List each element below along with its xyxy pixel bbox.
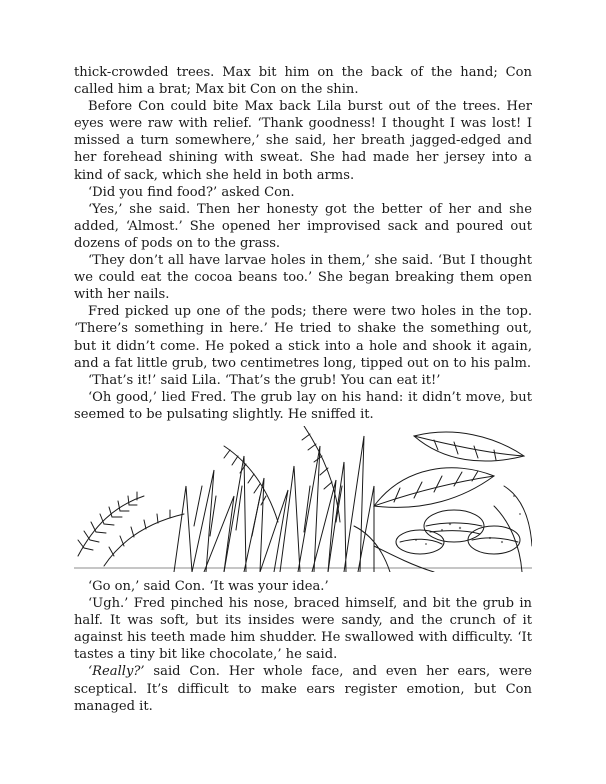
plants-drawing <box>74 426 532 572</box>
paragraph: ‘Did you find food?’ asked Con. <box>88 184 295 200</box>
text-block-bottom <box>74 578 532 715</box>
paragraph: ‘Go on,’ said Con. ‘It was your idea.’ <box>88 579 329 594</box>
paragraph-text: said Con. Her whole face, and even her ears, were sceptical. It’s difficult to make ears register emotion, but Con managed it. <box>74 664 532 714</box>
paragraph: Fred picked up one of the pods; there were two holes in the top. ‘There’s something in here.’ He tried to shake the something out, but it didn’t come. He poked a stick into a hole and shook it again, and a fat little grub, two centimetres long, tipped out on to his palm. <box>74 304 532 371</box>
paragraph: ‘That’s it!’ said Lila. ‘That’s the grub! You can eat it!’ <box>88 372 441 388</box>
paragraph <box>74 663 532 714</box>
italic-emphasis: ‘Really?’ <box>88 664 145 680</box>
paragraph: ‘They don’t all have larvae holes in them,’ she said. ‘But I thought we could eat the cocoa beans too.’ She began breaking them open with her nails. <box>74 253 532 303</box>
paragraph: Before Con could bite Max back Lila burst out of the trees. Her eyes were raw with relief. ‘Thank goodness! I thought I was lost! I missed a turn somewhere,’ she said, her breath jagged-edged and her forehead shining with sweat. She had made her jersey into a kind of sack, which she held in both arms. <box>74 99 532 183</box>
paragraph: thick-crowded trees. Max bit him on the back of the hand; Con called him a brat; Max bit Con on the shin. <box>74 65 532 98</box>
paragraph: ‘Oh good,’ lied Fred. The grub lay on his hand: it didn’t move, but seemed to be pulsating slightly. He sniffed it. <box>74 389 532 422</box>
paragraph: ‘Yes,’ she said. Then her honesty got the better of her and she added, ‘Almost.’ She opened her improvised sack and poured out dozens of pods on to the grass. <box>74 201 532 251</box>
paragraph: ‘Ugh.’ Fred pinched his nose, braced himself, and bit the grub in half. It was soft, but its insides were sandy, and the crunch of it against his teeth made him shudder. He swallowed with difficulty. ‘It tastes a tiny bit like chocolate,’ he said. <box>74 596 532 663</box>
text-block-top <box>74 64 532 423</box>
jungle-illustration <box>74 426 532 572</box>
